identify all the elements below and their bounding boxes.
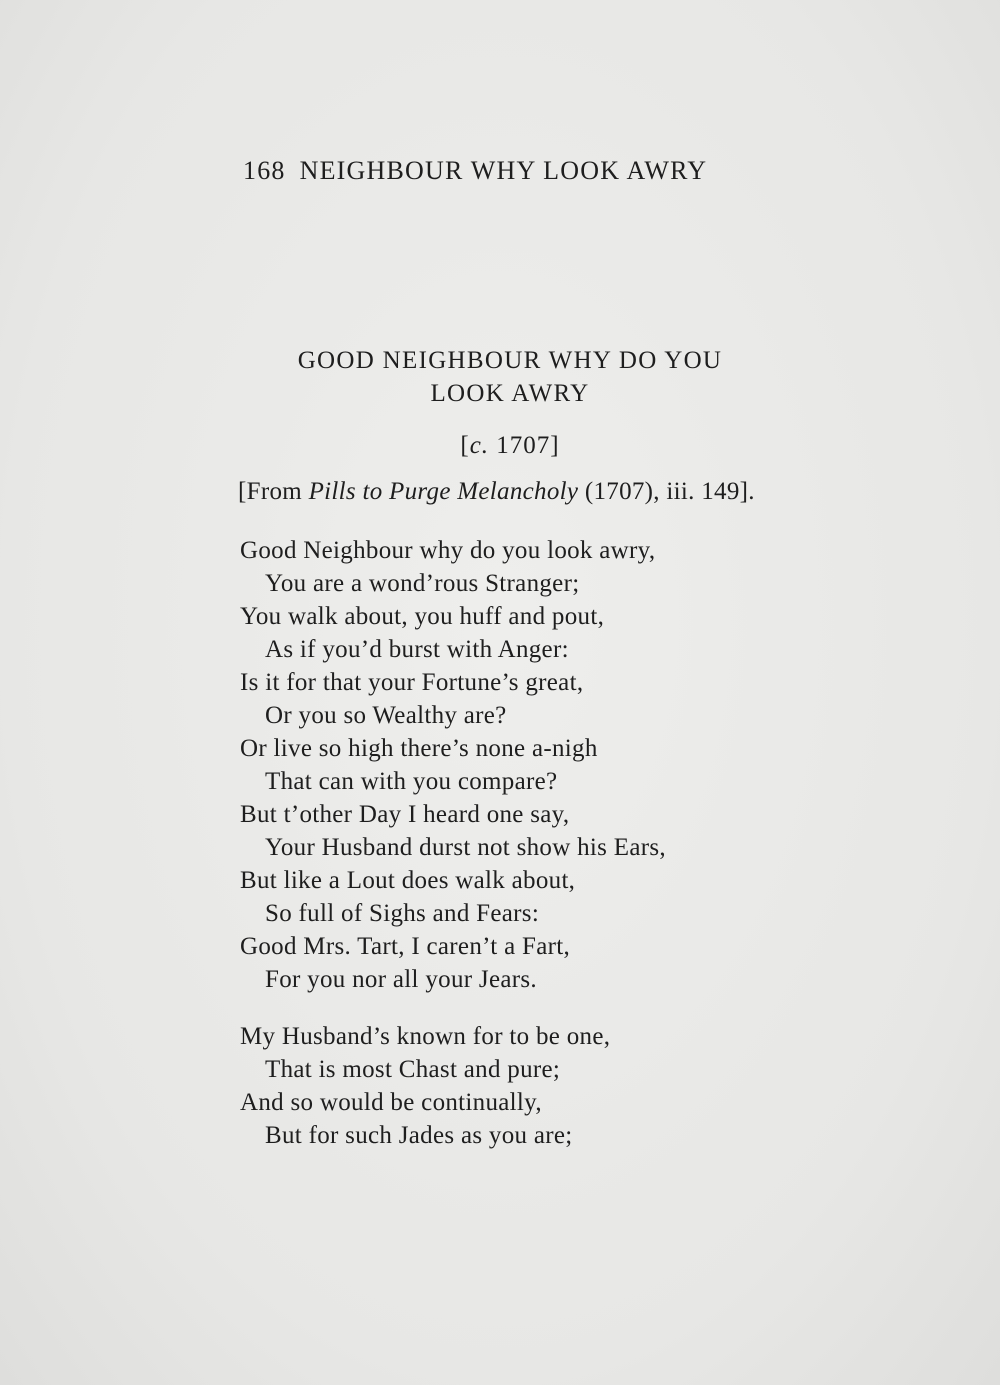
source-suffix: (1707), iii. 149]. xyxy=(584,478,755,505)
source-prefix: [From xyxy=(238,478,302,505)
poem-title-line-2: LOOK AWRY xyxy=(430,380,590,407)
poem-body xyxy=(240,534,800,1176)
poem-line: You are a wond’rous Stranger; xyxy=(265,570,580,597)
date-open-bracket: [ xyxy=(460,432,470,459)
poem-line: And so would be continually, xyxy=(240,1089,542,1116)
stanza-1 xyxy=(240,534,800,996)
poem-line: Good Neighbour why do you look awry, xyxy=(240,537,656,564)
poem-title xyxy=(240,344,780,410)
poem-line: As if you’d burst with Anger: xyxy=(265,636,569,663)
poem-line: Or live so high there’s none a-nigh xyxy=(240,735,598,762)
date-circa: c. xyxy=(469,432,490,459)
poem-line: My Husband’s known for to be one, xyxy=(240,1023,611,1050)
poem-line: You walk about, you huff and pout, xyxy=(240,603,605,630)
page-number: 168 xyxy=(243,156,286,185)
poem-line: Good Mrs. Tart, I caren’t a Fart, xyxy=(240,933,571,960)
date-year: 1707] xyxy=(496,432,560,459)
poem-line: Or you so Wealthy are? xyxy=(265,702,507,729)
running-head-title: NEIGHBOUR WHY LOOK AWRY xyxy=(299,156,708,185)
poem-title-line-1: GOOD NEIGHBOUR WHY DO YOU xyxy=(297,347,723,374)
poem-line: Your Husband durst not show his Ears, xyxy=(265,834,666,861)
stanza-2 xyxy=(240,1020,800,1152)
poem-line: Is it for that your Fortune’s great, xyxy=(240,669,584,696)
running-head xyxy=(243,156,763,186)
source-book-title: Pills to Purge Melancholy xyxy=(308,478,579,505)
source-note xyxy=(238,478,798,506)
poem-line: But t’other Day I heard one say, xyxy=(240,801,570,828)
poem-date xyxy=(240,432,780,460)
poem-line: For you nor all your Jears. xyxy=(265,966,537,993)
poem-line: That is most Chast and pure; xyxy=(265,1056,561,1083)
poem-line: That can with you compare? xyxy=(265,768,558,795)
poem-line: But for such Jades as you are; xyxy=(265,1122,573,1149)
poem-line: So full of Sighs and Fears: xyxy=(265,900,540,927)
poem-line: But like a Lout does walk about, xyxy=(240,867,576,894)
